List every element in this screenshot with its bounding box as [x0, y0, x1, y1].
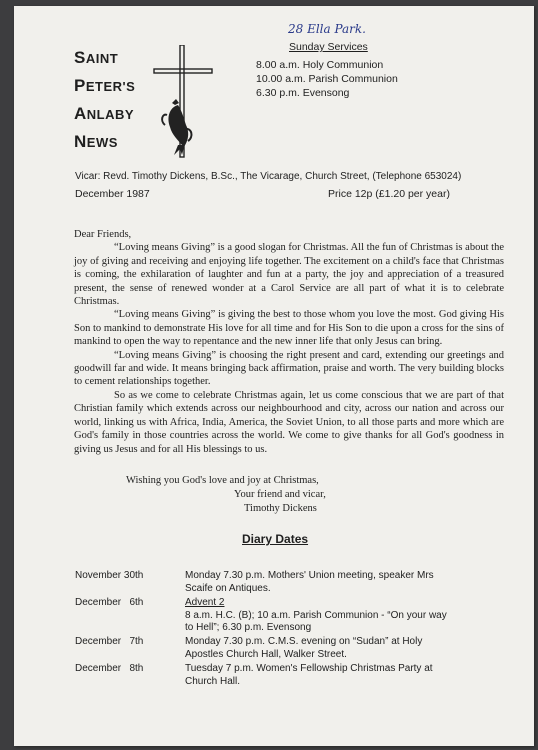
services-title: Sunday Services	[289, 41, 368, 53]
diary-description	[185, 597, 455, 635]
letter-paragraph: “Loving means Giving” is choosing the right present and card, extending our greetings and goodwill far and wide. It means bringing back affirmation, praise and worth. The very building blocks to cement relationships together.	[74, 349, 504, 388]
handwritten-address-note: 28 Ella Park.	[288, 22, 366, 36]
price: Price 12p (£1.20 per year)	[328, 188, 450, 200]
diary-title: Diary Dates	[242, 532, 309, 546]
letter-signature: Timothy Dickens	[244, 503, 317, 514]
diary-date: December 7th	[75, 636, 144, 647]
masthead-line-2: PETER'S	[74, 76, 136, 95]
diary-description: Tuesday 7 p.m. Women's Fellowship Christmas Party at Church Hall.	[185, 663, 433, 687]
diary-description: Monday 7.30 p.m. C.M.S. evening on “Sudan” at Holy Apostles Church Hall, Walker Street.	[185, 636, 423, 660]
letter-paragraph: “Loving means Giving” is giving the best to those whom you love the most. God giving His Son to mankind to demonstrate His love for all time and for His Son to die upon a cross for the sins of mankind to open the way to repentance and the new inner life that only Jesus can bring.	[74, 309, 504, 348]
letter-salutation: Dear Friends,	[74, 229, 132, 240]
letter-wishing: Wishing you God's love and joy at Christmas,	[126, 475, 319, 486]
service-item: 6.30 p.m. Evensong	[256, 87, 350, 99]
diary-text: 8 a.m. H.C. (B); 10 a.m. Parish Communion - “On your way to Hell”; 6.30 p.m. Evensong	[185, 609, 447, 633]
letter-closing: Your friend and vicar,	[234, 489, 326, 500]
service-item: 8.00 a.m. Holy Communion	[256, 59, 384, 71]
letter-paragraph: So as we come to celebrate Christmas again, let us come conscious that we are part of that Christian family which extends across our neighbourhood and city, across our nation and across our world, linking us with Africa, India, America, the Soviet Union, to all those parts and more which are God's family in those countries across the world. We come to give thanks for all God's goodness in giving us Jesus and for all His blessings to us.	[74, 389, 504, 455]
service-item: 10.00 a.m. Parish Communion	[256, 73, 398, 85]
letter-paragraph: “Loving means Giving” is a good slogan for Christmas. All the fun of Christmas is about the joy of giving and receiving and enjoying life together. The excitement on a child's face that Christmas is coming, the exhilaration of laughter and fun at a party, the joy and appreciation of a treasured present, the sense of renewed wonder at a Carol Service are all part of what it is to celebrate Christmas.	[74, 242, 504, 308]
diary-date: December 6th	[75, 597, 144, 608]
issue-date: December 1987	[75, 188, 150, 200]
masthead-line-4: NEWS	[74, 132, 118, 151]
masthead-line-3: ANLABY	[74, 104, 135, 123]
cross-with-cockerel-icon	[148, 45, 228, 160]
diary-date: December 8th	[75, 663, 144, 674]
diary-heading: Advent 2	[185, 597, 225, 608]
vicar-details: Vicar: Revd. Timothy Dickens, B.Sc., The Vicarage, Church Street, (Telephone 653024)	[75, 171, 462, 182]
diary-description: Monday 7.30 p.m. Mothers' Union meeting, speaker Mrs Scaife on Antiques.	[185, 570, 434, 594]
masthead	[74, 44, 154, 156]
vicar-letter	[74, 228, 504, 456]
masthead-line-1: SAINT	[74, 48, 119, 67]
diary-date: November 30th	[75, 570, 144, 581]
